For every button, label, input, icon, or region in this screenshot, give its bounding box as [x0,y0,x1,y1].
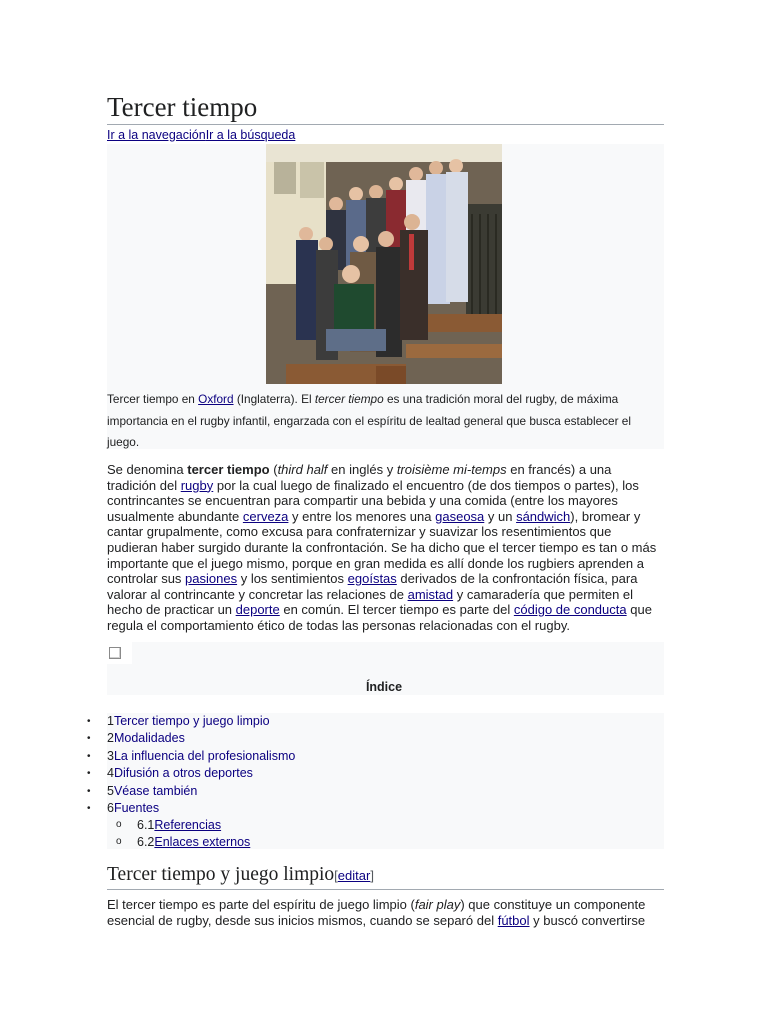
toc-item[interactable] [87,748,295,765]
section-paragraph [107,897,663,928]
edit-link-wrapper [334,868,374,883]
toc-item-link[interactable]: Tercer tiempo y juego limpio [113,714,270,728]
toc-item-number: 5 [107,783,114,798]
bullet-icon: • [87,750,91,762]
circle-bullet-icon: o [116,835,122,847]
toc-subitem-number: 6.2 [137,834,155,849]
intro-text: ), bromear y cantar grupalmente, como excusa para confraternizar y suavizar los resentimientos que pudieran haber surgido durante la confrontación. Se ha dicho que el tercer tiempo es tan o más importante que el juego mismo, porque en gran medida es allí donde los rugbiers aprenden a controlar sus [107,508,657,587]
intro-link[interactable]: código de conducta [513,602,627,618]
caption-italic-text: tercer tiempo [314,392,384,406]
jump-to-navigation-link[interactable]: Ir a la navegación [107,128,206,142]
caption-link[interactable]: Oxford [198,392,234,406]
jump-to-search-link[interactable]: Ir a la búsqueda [205,128,296,142]
section-text: El tercer tiempo es parte del espíritu de juego limpio ( [107,897,415,912]
section-text: y buscó convertirse [529,912,646,928]
intro-link[interactable]: rugby [180,477,214,493]
intro-text: ( [269,462,278,477]
toc-subitem-link[interactable]: Referencias [154,818,222,833]
bullet-icon: • [87,802,91,814]
rugby-players-photo[interactable] [266,144,502,384]
caption-text: (Inglaterra). El [233,392,315,406]
toc-item-number: 2 [107,731,114,746]
caption-text: Tercer tiempo en [107,392,199,406]
edit-bracket-open: [ [334,868,338,883]
toc-item-number: 6 [107,800,114,815]
intro-text: por la cual luego de finalizado el encuentro (de dos tiempos o partes), los contrincantes se encuentran para compartir una bebida y una comida (entre los mayores usualmente abundante [107,477,639,524]
toc-item-link[interactable]: Modalidades [113,731,185,746]
bullet-icon: • [87,716,91,727]
intro-paragraph [107,462,663,634]
intro-link[interactable]: amistad [407,586,454,602]
toc-toggle-checkbox[interactable] [109,647,121,659]
circle-bullet-icon: o [116,819,122,831]
toc-item-link[interactable]: Fuentes [113,800,160,815]
toc-item[interactable] [87,800,295,817]
intro-link[interactable]: pasiones [185,571,238,587]
edit-bracket-close: ] [370,868,374,883]
toc-subitem-number: 6.1 [137,818,155,833]
intro-link[interactable]: gaseosa [435,508,485,524]
intro-italic-text: third half [277,462,328,477]
intro-link[interactable]: deporte [235,602,280,618]
toc-item[interactable] [87,783,295,800]
toc-subitem[interactable] [87,834,295,851]
intro-text: en francés) a una tradición del [107,462,612,493]
caption-text: es una tradición moral del rugby, de máxima importancia en el rugby infantil, engarzada con el espíritu de lealtad general que busca establecer el juego. [107,392,631,449]
toc-item-link[interactable]: La influencia del profesionalismo [113,748,296,763]
section-text: ) que constituye un componente esencial de rugby, desde sus inicios mismos, cuando se separó del [107,897,646,928]
toc-title: Índice [365,680,403,694]
intro-link[interactable]: egoístas [347,571,397,587]
intro-text: y camaradería que permiten el hecho de practicar un [107,586,634,618]
toc-item-number: 4 [107,766,114,781]
intro-text: y un [484,508,517,524]
intro-link[interactable]: sándwich [516,508,571,524]
intro-italic-text: troisième mi-temps [396,462,507,477]
toc-item-link[interactable]: Difusión a otros deportes [113,766,253,781]
section-heading-text: Tercer tiempo y juego limpio [107,864,335,885]
section-italic-text: fair play [414,897,461,912]
bullet-icon: • [87,733,91,745]
section-heading [107,862,664,890]
intro-text: que regula el comportamiento ético de todas las personas relacionadas con el rugby. [107,602,652,633]
intro-text: y entre los menores una [288,508,436,524]
bullet-icon: • [87,785,91,797]
toc-item-link[interactable]: Véase también [113,783,198,798]
toc-item[interactable] [87,765,295,782]
intro-text: y los sentimientos [237,571,348,587]
intro-link[interactable]: cerveza [242,508,289,524]
toc-item-number: 1 [107,714,114,728]
edit-section-link[interactable]: editar [337,868,371,883]
intro-bold-text: tercer tiempo [187,462,270,477]
intro-text: derivados de la confrontación física, para valorar al contrincante y concretar las relaciones de [107,571,638,602]
jump-links [107,127,295,143]
intro-text: en común. El tercer tiempo es parte del [279,602,514,618]
toc-list [87,713,295,850]
toc-item[interactable] [87,730,295,747]
figure-caption [107,389,652,454]
intro-text: Se denomina [107,462,188,477]
intro-text: en inglés y [327,462,397,477]
section-link[interactable]: fútbol [497,912,530,928]
toc-item[interactable] [87,713,295,730]
toc-item-number: 3 [107,748,114,763]
toc-subitem-link[interactable]: Enlaces externos [154,834,251,849]
page-title: Tercer tiempo [107,90,664,125]
bullet-icon: • [87,768,91,780]
toc-subitem[interactable] [87,817,295,834]
